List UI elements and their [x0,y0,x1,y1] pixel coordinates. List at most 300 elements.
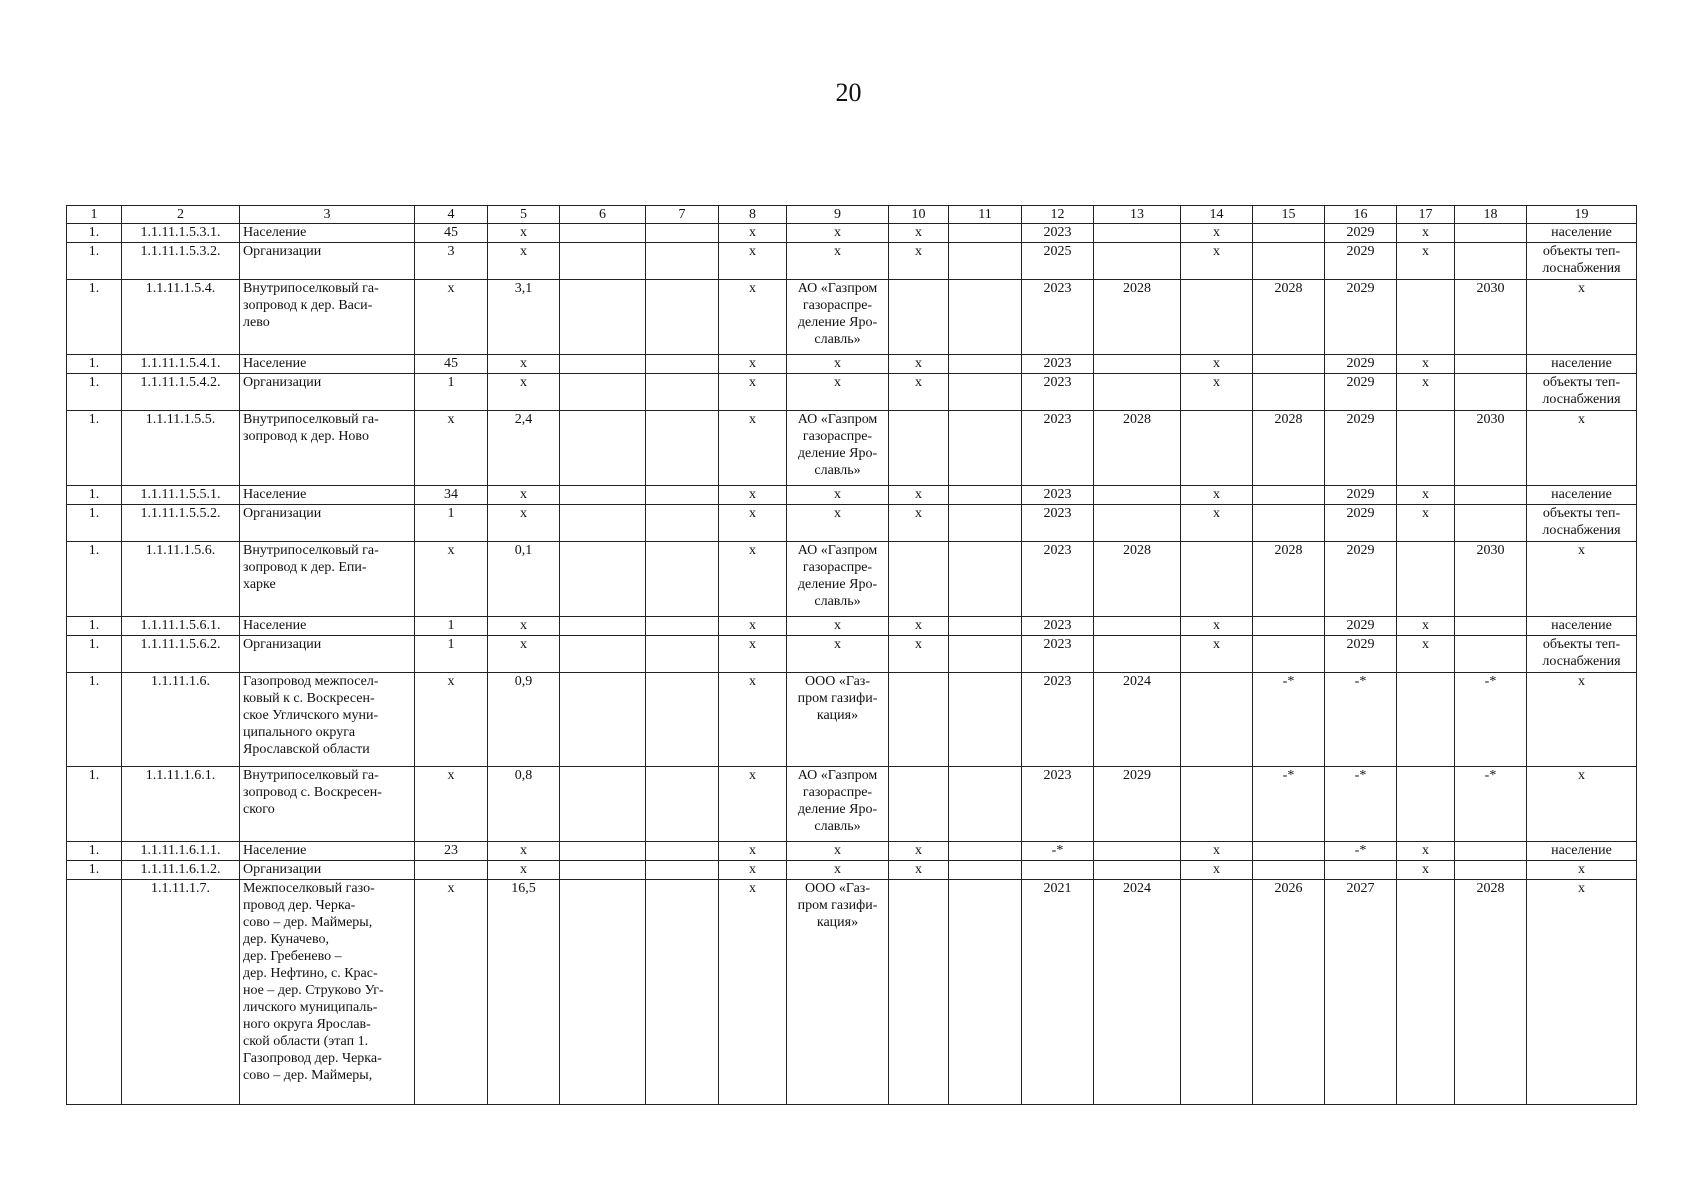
table-cell: x [719,374,787,411]
table-cell: x [1397,355,1455,374]
table-cell: x [719,280,787,355]
table-cell [889,542,949,617]
table-cell [1455,243,1527,280]
table-cell: объекты теп- лоснабжения [1527,374,1637,411]
column-header: 12 [1022,206,1094,224]
table-cell: x [1527,542,1637,617]
table-cell [949,280,1022,355]
column-header: 5 [488,206,560,224]
table-cell: 2023 [1022,505,1094,542]
table-cell [1455,374,1527,411]
table-cell: x [719,505,787,542]
column-header: 13 [1094,206,1181,224]
table-cell: 2029 [1325,636,1397,673]
table-cell: 1. [67,673,122,767]
table-cell: x [488,861,560,880]
table-cell: 1.1.11.1.5.4. [122,280,240,355]
table-cell: x [787,355,889,374]
table-cell: 1 [415,505,488,542]
table-cell: объекты теп- лоснабжения [1527,505,1637,542]
table-cell: -* [1325,842,1397,861]
table-cell [1455,224,1527,243]
table-cell: 2030 [1455,542,1527,617]
table-cell [560,636,646,673]
table-cell: Организации [240,636,415,673]
table-cell: 1.1.11.1.6.1. [122,767,240,842]
table-cell: 1. [67,617,122,636]
table-cell: x [488,374,560,411]
table-cell: x [719,486,787,505]
table-cell: x [787,505,889,542]
table-cell: x [1527,280,1637,355]
table-cell: x [787,243,889,280]
table-cell: 1.1.11.1.5.5.1. [122,486,240,505]
table-cell: x [1181,842,1253,861]
table-cell: 2028 [1094,411,1181,486]
table-cell: 1.1.11.1.5.6.1. [122,617,240,636]
table-cell: 2030 [1455,411,1527,486]
table-cell [646,243,719,280]
table-cell: Газопровод межпосел- ковый к с. Воскресен- ское Угличского муни- ципального округа Ярославской области [240,673,415,767]
table-cell [1253,224,1325,243]
table-cell [1181,673,1253,767]
table-cell [1455,842,1527,861]
table-cell: x [488,355,560,374]
table-cell: x [889,636,949,673]
table-cell [646,880,719,1105]
table-cell [646,486,719,505]
table-cell: 2027 [1325,880,1397,1105]
table-cell [1455,505,1527,542]
table-cell: 1.1.11.1.5.6.2. [122,636,240,673]
table-row [67,861,1637,880]
table-cell [889,411,949,486]
table-cell: 2029 [1094,767,1181,842]
table-cell [1397,767,1455,842]
table-cell [1094,374,1181,411]
table-cell: 45 [415,224,488,243]
table-cell: Население [240,842,415,861]
table-cell: x [1397,243,1455,280]
table-cell: x [415,880,488,1105]
table-cell [1253,486,1325,505]
table-body [67,224,1637,1105]
table-cell: x [415,280,488,355]
table-cell: 2029 [1325,374,1397,411]
table-cell [1253,243,1325,280]
table-cell: -* [1325,767,1397,842]
table-cell [949,861,1022,880]
table-cell [949,542,1022,617]
table-cell: 1. [67,767,122,842]
table-cell [646,280,719,355]
table-cell: x [719,767,787,842]
table-row [67,374,1637,411]
table-cell [415,861,488,880]
table-cell: x [787,224,889,243]
table-cell [1181,767,1253,842]
column-header: 9 [787,206,889,224]
table-cell: 2025 [1022,243,1094,280]
table-cell [646,617,719,636]
table-cell: x [787,636,889,673]
table-cell: x [488,842,560,861]
table-cell: 1.1.11.1.5.4.1. [122,355,240,374]
table-cell: 2028 [1094,280,1181,355]
table-cell [1094,861,1181,880]
table-cell [646,673,719,767]
table-cell: 1 [415,617,488,636]
table-cell: x [1397,636,1455,673]
table-cell: x [719,224,787,243]
table-cell: x [1397,224,1455,243]
table-cell [949,880,1022,1105]
table-cell [560,861,646,880]
table-cell: АО «Газпром газораспре- деление Яро- славль» [787,767,889,842]
column-header: 7 [646,206,719,224]
table-row [67,355,1637,374]
table-cell: 1 [415,636,488,673]
page-number: 20 [835,78,862,107]
table-cell: x [488,486,560,505]
table-cell: x [889,505,949,542]
column-header: 19 [1527,206,1637,224]
table-cell: 2028 [1253,411,1325,486]
table-cell: x [889,355,949,374]
table-cell: 2029 [1325,243,1397,280]
table-cell: x [889,861,949,880]
table-cell [1253,861,1325,880]
table-cell: x [1181,636,1253,673]
column-header: 17 [1397,206,1455,224]
table-cell: x [889,842,949,861]
table-cell: x [719,673,787,767]
table-cell: x [488,243,560,280]
header-row [67,206,1637,224]
table-cell: 2023 [1022,673,1094,767]
table-cell: x [889,486,949,505]
table-cell: x [889,224,949,243]
table-cell [646,842,719,861]
table-cell: Внутрипоселковый га- зопровод к дер. Ново [240,411,415,486]
table-cell [560,411,646,486]
table-cell: население [1527,617,1637,636]
table-cell [646,636,719,673]
table-cell [949,617,1022,636]
table-cell [949,243,1022,280]
table-cell [949,767,1022,842]
table-cell: x [787,617,889,636]
table-row [67,280,1637,355]
table-cell: x [488,224,560,243]
table-cell: Население [240,617,415,636]
table-cell: население [1527,842,1637,861]
table-cell [560,374,646,411]
table-cell: 2023 [1022,542,1094,617]
table-cell: x [1181,486,1253,505]
column-header: 3 [240,206,415,224]
table-cell: Внутрипоселковый га- зопровод с. Воскресен- ского [240,767,415,842]
column-header: 2 [122,206,240,224]
table-cell [1094,617,1181,636]
table-cell: x [1397,374,1455,411]
table-cell: 2029 [1325,411,1397,486]
table-cell: 1. [67,411,122,486]
table-cell [1181,411,1253,486]
table-cell: x [1527,880,1637,1105]
table-cell [1455,636,1527,673]
table-cell: 34 [415,486,488,505]
table-cell: 3 [415,243,488,280]
column-header: 16 [1325,206,1397,224]
table-cell: 1. [67,355,122,374]
table-cell: 1. [67,243,122,280]
table-cell: 2028 [1253,280,1325,355]
table-cell: 2024 [1094,880,1181,1105]
table-cell: Внутрипоселковый га- зопровод к дер. Епи- харке [240,542,415,617]
table-cell [646,374,719,411]
table-cell: 2023 [1022,374,1094,411]
table-cell: 2023 [1022,486,1094,505]
table-cell [949,486,1022,505]
table-cell: x [719,636,787,673]
table-cell: ООО «Газ- пром газифи- кация» [787,880,889,1105]
table-row [67,842,1637,861]
table-row [67,243,1637,280]
column-header: 10 [889,206,949,224]
table-cell [949,355,1022,374]
table-cell: x [719,842,787,861]
table-cell [1253,374,1325,411]
table-cell: x [787,842,889,861]
table-cell [1094,486,1181,505]
table-cell: 2030 [1455,280,1527,355]
table-cell: x [415,411,488,486]
table-cell: 0,1 [488,542,560,617]
table-cell: 1.1.11.1.5.5. [122,411,240,486]
table-cell: -* [1253,673,1325,767]
table-cell [560,767,646,842]
table-cell: АО «Газпром газораспре- деление Яро- славль» [787,280,889,355]
table-cell: x [719,355,787,374]
table-cell: 1. [67,636,122,673]
table-cell: x [1181,224,1253,243]
table-cell: 2023 [1022,411,1094,486]
table-cell: 1. [67,280,122,355]
table-cell: объекты теп- лоснабжения [1527,636,1637,673]
table-cell: 2,4 [488,411,560,486]
table-cell: 1 [415,374,488,411]
table-cell: x [415,542,488,617]
table-cell: 2028 [1094,542,1181,617]
column-header: 15 [1253,206,1325,224]
table-cell [1397,280,1455,355]
table-cell: 2028 [1253,542,1325,617]
table-cell: 1.1.11.1.5.4.2. [122,374,240,411]
table-cell [889,767,949,842]
table-cell: 2029 [1325,542,1397,617]
table-cell [1253,617,1325,636]
column-header: 18 [1455,206,1527,224]
table-cell: 2029 [1325,486,1397,505]
table-cell: x [1527,767,1637,842]
table-cell: x [787,861,889,880]
table-cell: x [719,411,787,486]
table-cell [646,542,719,617]
table-cell [646,224,719,243]
table-cell [1397,673,1455,767]
table-cell: 2029 [1325,280,1397,355]
table-cell: Организации [240,374,415,411]
table-cell: -* [1325,673,1397,767]
table-cell: x [1181,505,1253,542]
table-cell: x [1181,617,1253,636]
table-cell: 1.1.11.1.5.3.2. [122,243,240,280]
table-row [67,411,1637,486]
table-cell: x [889,243,949,280]
table-cell [949,842,1022,861]
table-cell: x [1181,861,1253,880]
table-cell: x [415,673,488,767]
table-cell [560,617,646,636]
table-cell: 45 [415,355,488,374]
table-cell: население [1527,355,1637,374]
column-header: 14 [1181,206,1253,224]
table-cell: 0,8 [488,767,560,842]
table-cell: 1.1.11.1.5.3.1. [122,224,240,243]
table-cell [646,355,719,374]
table-cell [1455,861,1527,880]
table-cell: Население [240,224,415,243]
table-cell: Население [240,355,415,374]
table-cell: 2029 [1325,505,1397,542]
table-cell [560,486,646,505]
table-cell: 1. [67,542,122,617]
table-cell: 2029 [1325,224,1397,243]
table-cell [1455,355,1527,374]
table-row [67,505,1637,542]
table-cell [949,636,1022,673]
table-cell: ООО «Газ- пром газифи- кация» [787,673,889,767]
table-cell: 2029 [1325,355,1397,374]
table-cell [1253,355,1325,374]
table-cell [1253,505,1325,542]
table-cell [889,880,949,1105]
table-cell: население [1527,486,1637,505]
column-header: 6 [560,206,646,224]
table-cell: 2021 [1022,880,1094,1105]
table-cell [560,224,646,243]
table-cell: Внутрипоселковый га- зопровод к дер. Васи- лево [240,280,415,355]
table-cell: АО «Газпром газораспре- деление Яро- славль» [787,411,889,486]
table-cell: x [1397,505,1455,542]
table-cell [1455,486,1527,505]
table-cell: 16,5 [488,880,560,1105]
table-cell [560,542,646,617]
table-cell: 2029 [1325,617,1397,636]
table-cell: x [1397,861,1455,880]
table-cell: x [1397,842,1455,861]
table-row [67,673,1637,767]
table-cell [1397,411,1455,486]
table-cell: x [1181,243,1253,280]
table-cell [1325,861,1397,880]
table-cell: x [719,243,787,280]
table-cell [646,861,719,880]
data-table [66,205,1637,1105]
table-row [67,542,1637,617]
table-cell [1253,636,1325,673]
table-cell [1094,355,1181,374]
table-cell [889,280,949,355]
table-cell [949,673,1022,767]
table-cell: население [1527,224,1637,243]
table-row [67,224,1637,243]
table-cell: x [1181,374,1253,411]
table-cell [949,374,1022,411]
table-cell: 2026 [1253,880,1325,1105]
table-cell: 2023 [1022,617,1094,636]
table-cell: 1. [67,842,122,861]
table-cell: x [415,767,488,842]
table-cell: x [787,486,889,505]
table-cell: 1.1.11.1.7. [122,880,240,1105]
table-cell [1455,617,1527,636]
table-cell: 0,9 [488,673,560,767]
table-cell: 2023 [1022,636,1094,673]
table-row [67,880,1637,1105]
table-cell: 1. [67,374,122,411]
table-cell [1181,542,1253,617]
table-cell: x [719,861,787,880]
table-cell: -* [1455,767,1527,842]
table-cell: x [1397,486,1455,505]
table-cell: 3,1 [488,280,560,355]
table-cell: 2023 [1022,224,1094,243]
table-cell: Организации [240,243,415,280]
table-cell [1094,243,1181,280]
table-cell [1094,636,1181,673]
table-cell: x [1527,861,1637,880]
table-cell [1094,224,1181,243]
table-cell [646,767,719,842]
table-cell [560,673,646,767]
table-cell: 1. [67,505,122,542]
table-row [67,636,1637,673]
table-cell [1181,280,1253,355]
table-cell [1253,842,1325,861]
table-row [67,486,1637,505]
table-cell [1094,842,1181,861]
table-cell: -* [1253,767,1325,842]
table-cell [560,505,646,542]
table-cell [560,880,646,1105]
table-cell: x [889,374,949,411]
table-cell: 2023 [1022,355,1094,374]
table-cell [646,505,719,542]
table-cell: 1.1.11.1.6.1.1. [122,842,240,861]
table-cell: x [488,505,560,542]
table-cell: 2028 [1455,880,1527,1105]
table-cell: x [719,617,787,636]
table-cell: 2023 [1022,280,1094,355]
table-row [67,767,1637,842]
table-cell: x [488,636,560,673]
table-cell: 2023 [1022,767,1094,842]
table-cell: 23 [415,842,488,861]
table-cell: 1.1.11.1.5.6. [122,542,240,617]
table-cell: 1. [67,486,122,505]
